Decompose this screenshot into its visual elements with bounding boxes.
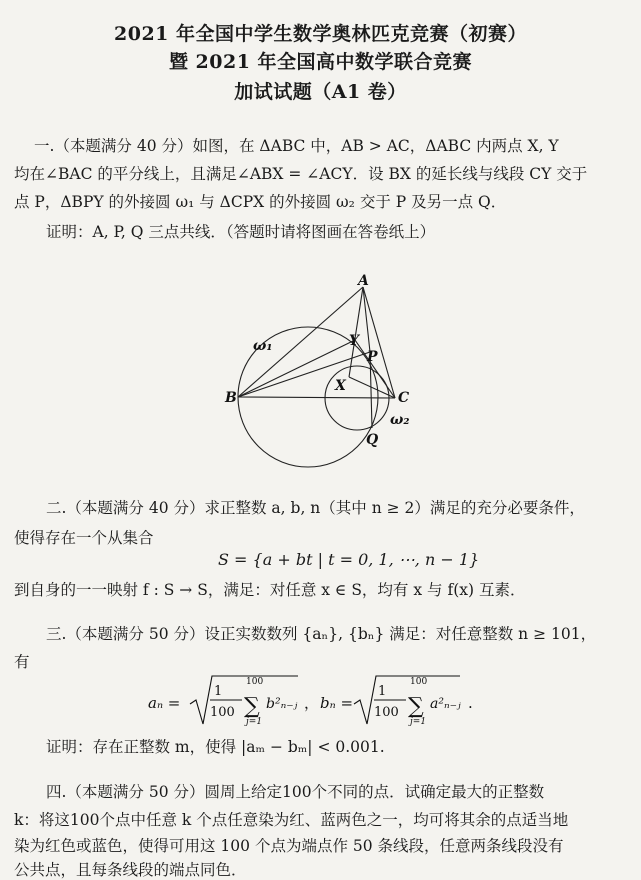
label-b: B — [225, 390, 237, 406]
problem1-line2: 均在∠BAC 的平分线上，且满足∠ABX = ∠ACY．设 BX 的延长线与线段 CY 交于 — [14, 165, 588, 183]
b-sum-top: 100 — [410, 677, 428, 687]
a-frac-num: 1 — [214, 684, 223, 699]
problem1-line4: 证明：A, P, Q 三点共线．（答题时请将图画在答卷纸上） — [46, 223, 436, 241]
problem1-line1: 一.（本题满分 40 分）如图，在 ΔABC 中，AB > AC，ΔABC 内两点 X, Y — [34, 137, 559, 155]
a-comma: ， — [304, 694, 320, 712]
a-sum-symbol: ∑ — [244, 694, 260, 719]
problem2-line3: 到自身的一一映射 f : S → S，满足：对任意 x ∈ S，均有 x 与 f(x) 互素． — [14, 581, 526, 599]
problem3-line1: 三.（本题满分 50 分）设正实数数列 {aₙ}, {bₙ} 满足：对任意整数 n ≥ 101， — [46, 625, 597, 643]
label-a: A — [358, 273, 369, 289]
a-sum-bot: j=1 — [246, 717, 263, 727]
b-lhs: bₙ = — [320, 694, 354, 712]
a-sum-top: 100 — [246, 677, 264, 687]
label-x: X — [335, 378, 346, 394]
b-sum-symbol: ∑ — [408, 694, 424, 719]
b-sum-bot: j=1 — [410, 717, 427, 727]
exam-title-line3: 加试试题（A1 卷） — [234, 81, 407, 103]
label-c: C — [398, 390, 410, 406]
problem4-line4: 公共点，且每条线段的端点同色． — [14, 861, 247, 879]
problem4-line2: k：将这100个点中任意 k 个点任意染为红、蓝两色之一，均可将其余的点适当地 — [14, 811, 569, 829]
b-frac-den: 100 — [374, 705, 399, 720]
label-p: P — [367, 349, 378, 365]
a-term: b²ₙ₋ⱼ — [266, 696, 298, 712]
label-y: Y — [349, 333, 359, 349]
exam-title-line1: 2021 年全国中学生数学奥林匹克竞赛（初赛） — [114, 23, 527, 45]
problem2-set-formula: S = {a + bt | t = 0, 1, ⋯, n − 1} — [218, 550, 480, 569]
b-period: . — [468, 694, 473, 712]
problem2-line2: 使得存在一个从集合 — [14, 529, 154, 547]
exam-title-line2: 暨 2021 年全国高中数学联合竞赛 — [168, 51, 473, 73]
problem4-line3: 染为红色或蓝色，使得可用这 100 个点为端点作 50 条线段，任意两条线段没有 — [14, 837, 564, 855]
problem3-line3: 证明：存在正整数 m，使得 |aₘ − bₘ| < 0.001. — [46, 738, 385, 756]
label-omega1: ω₁ — [253, 338, 273, 354]
problem2-line1: 二.（本题满分 40 分）求正整数 a, b, n（其中 n ≥ 2）满足的充分必要条件， — [46, 499, 585, 517]
problem3-line2: 有 — [14, 653, 30, 671]
a-frac-den: 100 — [210, 705, 235, 720]
a-lhs: aₙ = — [148, 694, 181, 712]
label-q: Q — [366, 432, 379, 448]
label-omega2: ω₂ — [390, 412, 410, 428]
b-term: a²ₙ₋ⱼ — [430, 696, 461, 712]
b-frac-num: 1 — [378, 684, 387, 699]
problem1-line3: 点 P，ΔBPY 的外接圆 ω₁ 与 ΔCPX 的外接圆 ω₂ 交于 P 及另一点 Q． — [14, 193, 507, 211]
problem4-line1: 四.（本题满分 50 分）圆周上给定100个不同的点．试确定最大的正整数 — [46, 783, 545, 801]
